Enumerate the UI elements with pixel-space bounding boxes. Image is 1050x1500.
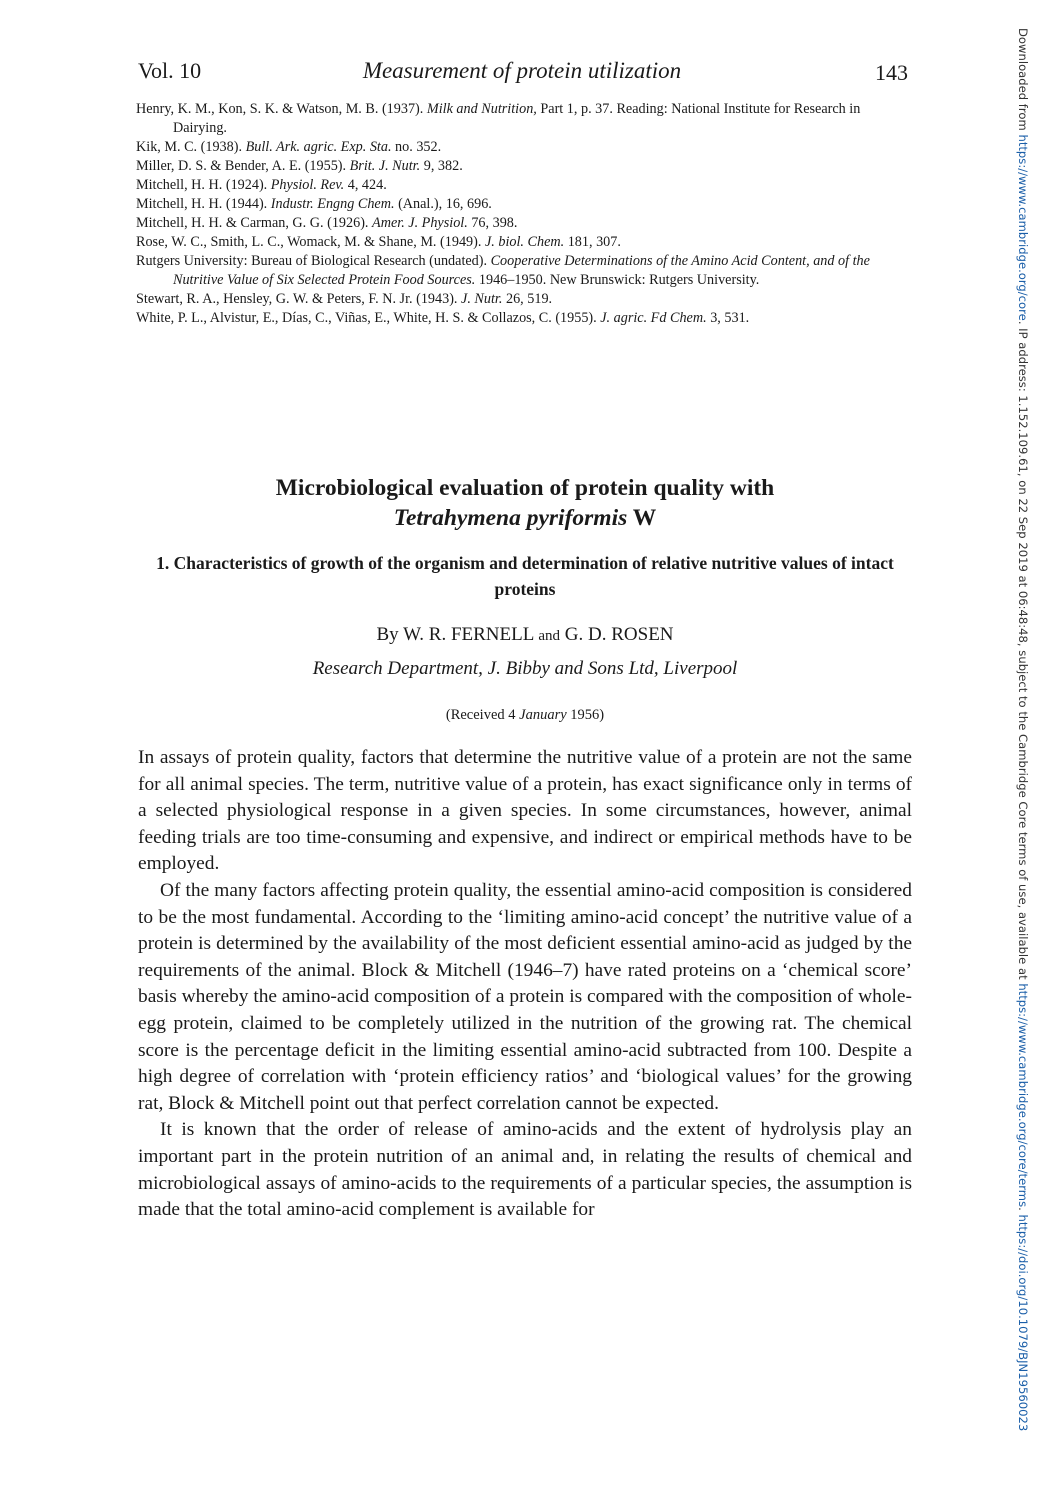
- cambridge-core-link[interactable]: https://www.cambridge.org/core: [1016, 134, 1030, 321]
- body-paragraph: Of the many factors affecting protein quality, the essential amino-acid composition is considered to be the most fundamental. According to the ‘limiting amino-acid concept’ the nutritive value of a protein is determined by the availability of the most deficient essential amino-acid as judged by the requirements of the animal. Block & Mitchell (1946–7) have rated proteins on a ‘chemical score’ basis whereby the amino-acid composition of a protein is compared with the composition of whole-egg protein, claimed to be completely utilized in the nutrition of the growing rat. The chemical score is the percentage deficit in the limiting essential amino-acid subtracted from 100. Despite a high degree of correlation with ‘protein efficiency ratios’ and ‘biological values’ for the growing rat, Block & Mitchell point out that perfect correlation cannot be expected.: [138, 879, 912, 1114]
- running-header: [136, 58, 908, 90]
- body-paragraph: In assays of protein quality, factors that determine the nutritive value of a protein are not the same for all animal species. The term, nutritive value of a protein, has exact significance only in terms of a selected physiological response in a given species. In some circumstances, however, animal feeding trials are too time-consuming and expensive, and indirect or empirical methods have to be employed.: [138, 747, 912, 875]
- affiliation: Research Department, J. Bibby and Sons Ltd, Liverpool: [312, 658, 738, 679]
- article-title: [100, 473, 950, 533]
- running-title: Measurement of protein utilization: [362, 58, 682, 83]
- title-line-1: Microbiological evaluation of protein quality with: [275, 475, 775, 501]
- reference-item: Mitchell, H. H. & Carman, G. G. (1926). Amer. J. Physiol. 76, 398.: [136, 215, 518, 231]
- reference-item: Rutgers University: Bureau of Biological Research (undated). Cooperative Determinations of the Amino Acid Content, and of the Nutritive Value of Six Selected Protein Food Sources. 1946–1950. New Brunswick: Rutgers University.: [136, 253, 870, 288]
- body-paragraph: It is known that the order of release of amino-acids and the extent of hydrolysis play an important part in the protein nutrition of an animal and, in relating the results of chemical and microbiological assays of amino-acids to the requirements of a particular species, the assumption is made that the total amino-acid complement is available for: [138, 1119, 912, 1221]
- reference-item: Henry, K. M., Kon, S. K. & Watson, M. B. (1937). Milk and Nutrition, Part 1, p. 37. Reading: National Institute for Research in Dairying.: [136, 101, 861, 136]
- doi-link[interactable]: https://doi.org/10.1079/BJN19560023: [1016, 1214, 1030, 1432]
- received-date: (Received 4 January 1956): [445, 707, 605, 723]
- reference-list: [136, 100, 911, 328]
- reference-item: Stewart, R. A., Hensley, G. W. & Peters, F. N. Jr. (1943). J. Nutr. 26, 519.: [136, 291, 553, 307]
- title-line-2: Tetrahymena pyriformis W: [393, 505, 657, 531]
- terms-link[interactable]: https://www.cambridge.org/core/terms: [1016, 983, 1030, 1208]
- reference-item: Miller, D. S. & Bender, A. E. (1955). Brit. J. Nutr. 9, 382.: [136, 158, 463, 174]
- article-body: [138, 745, 912, 1224]
- by-label: By: [376, 624, 399, 645]
- reference-item: White, P. L., Alvistur, E., Días, C., Viñas, E., White, H. S. & Collazos, C. (1955). J. agric. Fd Chem. 3, 531.: [136, 310, 750, 326]
- author-name: G. D. ROSEN: [564, 624, 674, 645]
- reference-item: Kik, M. C. (1938). Bull. Ark. agric. Exp. Sta. no. 352.: [136, 139, 442, 155]
- reference-item: Mitchell, H. H. (1924). Physiol. Rev. 4, 424.: [136, 177, 387, 193]
- reference-item: Mitchell, H. H. (1944). Industr. Engng Chem. (Anal.), 16, 696.: [136, 196, 492, 212]
- article-subtitle: 1. Characteristics of growth of the organism and determination of relative nutritive values of intact proteins: [156, 553, 894, 599]
- and-label: and: [538, 628, 561, 644]
- volume-label: Vol. 10: [138, 58, 202, 83]
- organism-name: Tetrahymena pyriformis: [393, 505, 628, 531]
- reference-item: Rose, W. C., Smith, L. C., Womack, M. & Shane, M. (1949). J. biol. Chem. 181, 307.: [136, 234, 621, 250]
- page-number: 143: [875, 60, 908, 85]
- author-line: [100, 624, 950, 646]
- author-name: W. R. FERNELL: [403, 624, 534, 645]
